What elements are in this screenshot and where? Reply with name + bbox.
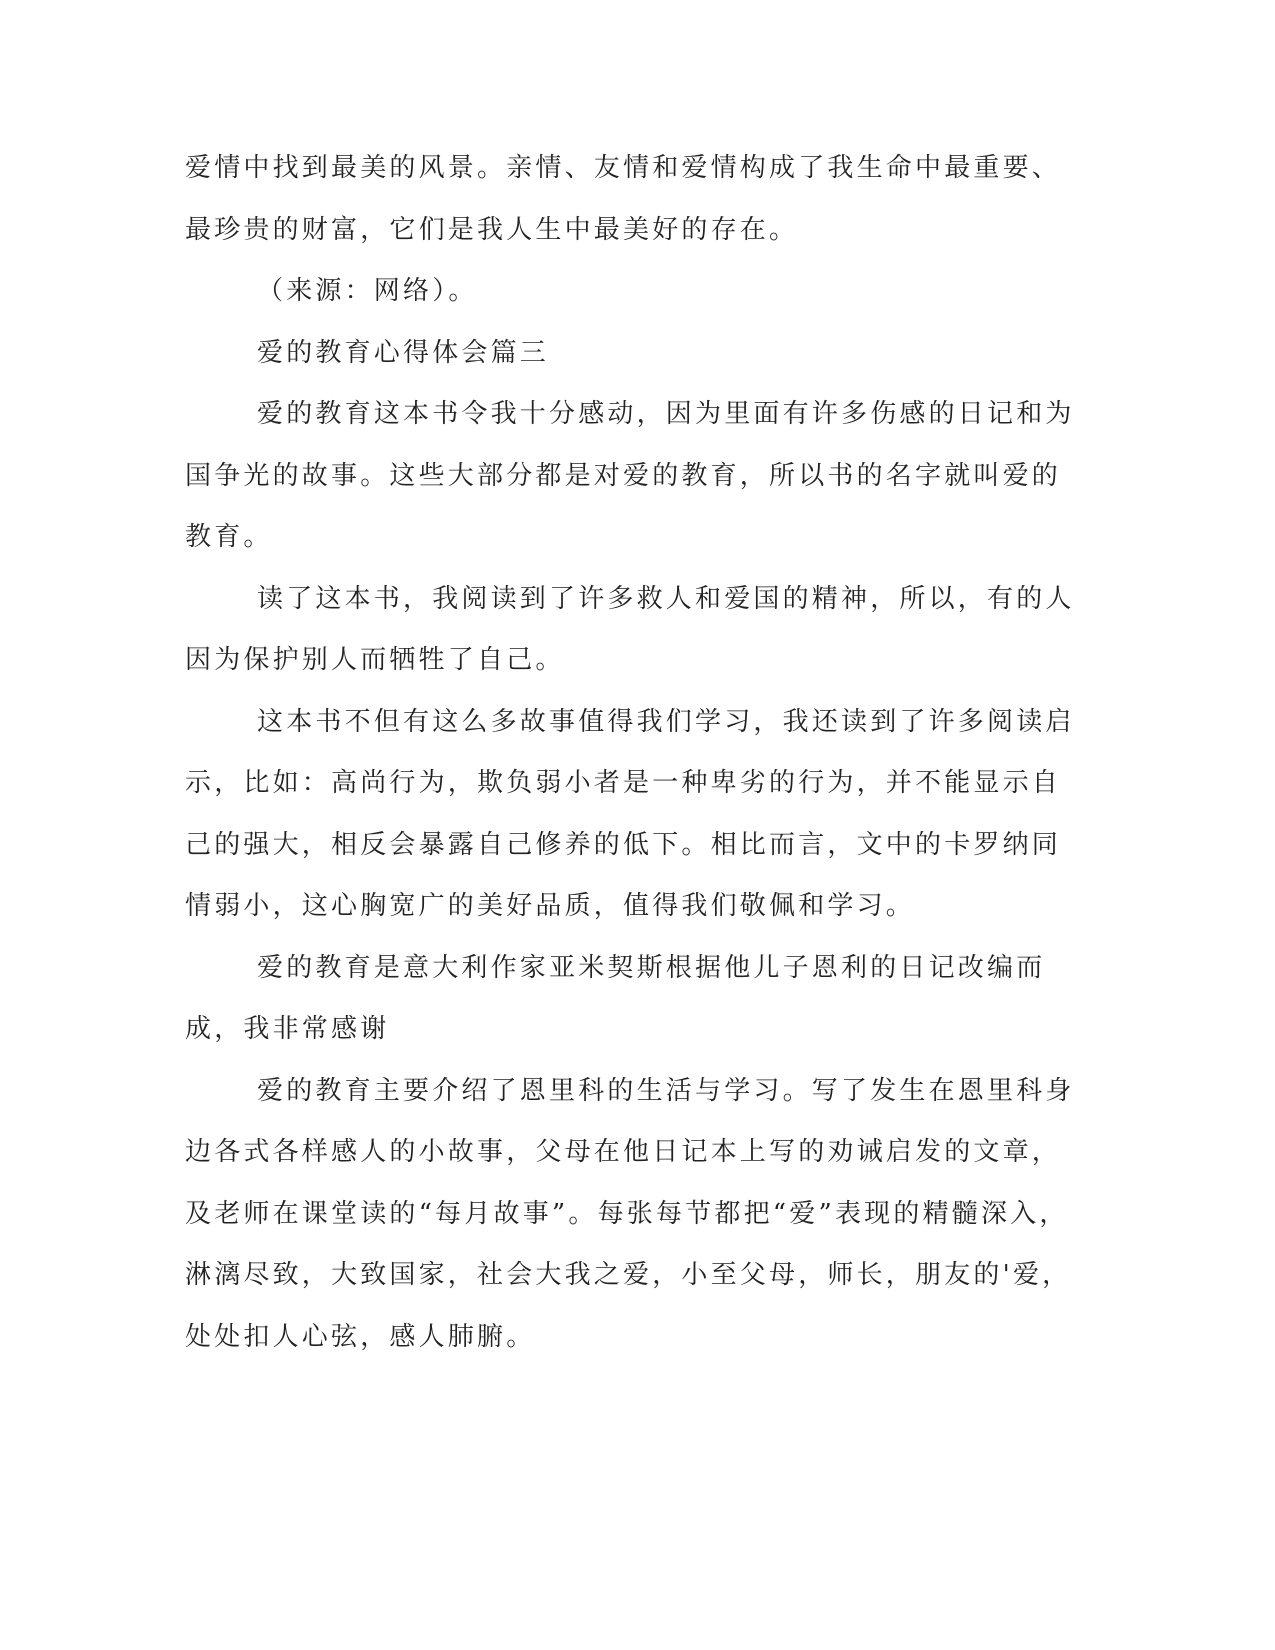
paragraph-continuation: 爱情中找到最美的风景。亲情、友情和爱情构成了我生命中最重要、最珍贵的财富，它们是我人生中最美好的存在。 xyxy=(185,153,1062,245)
paragraph: 爱的教育是意大利作家亚米契斯根据他儿子恩利的日记改编而成，我非常感谢 xyxy=(185,952,1046,1044)
paragraph: 这本书不但有这么多故事值得我们学习，我还读到了许多阅读启示，比如：高尚行为，欺负弱小者是一种卑劣的行为，并不能显示自己的强大，相反会暴露自己修养的低下。相比而言，文中的卡罗纳同情弱小，这心胸宽广的美好品质，值得我们敬佩和学习。 xyxy=(185,706,1075,921)
section-heading: 爱的教育心得体会篇三 xyxy=(257,337,550,368)
paragraph-source-note: （来源：网络）。 xyxy=(257,276,478,306)
document-body xyxy=(185,138,1077,1368)
paragraph: 爱的教育这本书令我十分感动，因为里面有许多伤感的日记和为国争光的故事。这些大部分都是对爱的教育，所以书的名字就叫爱的教育。 xyxy=(185,399,1075,552)
paragraph: 爱的教育主要介绍了恩里科的生活与学习。写了发生在恩里科身边各式各样感人的小故事，父母在他日记本上写的劝诫启发的文章，及老师在课堂读的“每月故事”。每张每节都把“爱”表现的精髓深入，淋漓尽致，大致国家，社会大我之爱，小至父母，师长，朋友的'爱，处处扣人心弦，感人肺腑。 xyxy=(185,1075,1075,1352)
paragraph: 读了这本书，我阅读到了许多救人和爱国的精神，所以，有的人因为保护别人而牺牲了自己。 xyxy=(185,583,1075,675)
